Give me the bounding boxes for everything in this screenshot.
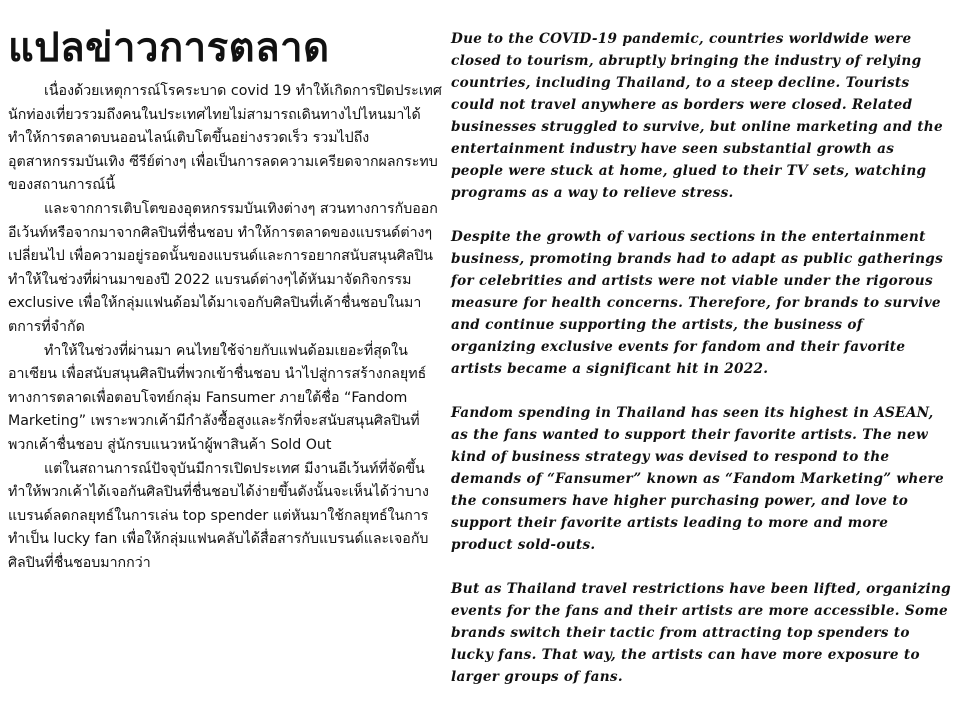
english-paragraph-3: Fandom spending in Thailand has seen its highest in ASEAN, as the fans wanted to support their favorite artists. The new kind of business strategy was devised to respond to the demands of “Fansumer” known as “Fandom Marketing” where the consumers have higher purchasing power, and love to support their favorite artists leading to more and more product sold-outs. — [451, 405, 944, 553]
page-title: แปลข่าวการตลาด — [8, 25, 330, 71]
thai-paragraph-1: เนื่องด้วยเหตุการณ์โรคระบาด covid 19 ทำให้เกิดการปิดประเทศ นักท่องเที่ยวรวมถึงคนในประเทศไทยไม่สามารถเดินทางไปไหนมาได้ ทำให้การตลาดบนออนไลน์เติบโตขึ้นอย่างรวดเร็ว รวมไปถึงอุตสาหกรรมบันเทิง ซีรีย์ต่างๆ เพื่อเป็นการลดความเครียดจากผลกระทบของสถานการณ์นี้ — [8, 83, 442, 194]
english-column — [451, 28, 951, 710]
english-paragraph-4: But as Thailand travel restrictions have been lifted, organizing events for the fans and their artists are more accessible. Some brands switch their tactic from attracting top spenders to lucky fans. That way, the artists can have more exposure to larger groups of fans. — [451, 581, 951, 685]
thai-paragraph-4: แต่ในสถานการณ์ปัจจุบันมีการเปิดประเทศ มีงานอีเว้นท์ที่จัดขึ้นทำให้พวกเค้าได้เจอกันศิลปินที่ชื่นชอบได้ง่ายขึ้นดังนั้นจะเห็นได้ว่าบางแบรนด์ลดกลยุทธ์ในการเล่น top spender แต่หันมาใช้กลยุทธ์ในการทำเป็น lucky fan เพื่อให้กลุ่มแฟนคลับได้สื่อสารกับแบรนด์และเจอกับศิลปินที่ชื่นชอบมากกว่า — [8, 460, 429, 571]
thai-paragraph-2: และจากการเติบโตของอุตหกรรมบันเทิงต่างๆ สวนทางการกับออกอีเว้นท์หรือจากมาจากศิลปินที่ชื่นชอบ ทำให้การตลาดของแบรนด์ต่างๆเปลี่ยนไป เพื่อความอยู่รอดนั้นของแบรนด์และการอยากสนับสนุนศิลปินทำให้ในช่วงที่ผ่านมาของปี 2022 แบรนด์ต่างๆได้หันมาจัดกิจกรรม exclusive เพื่อให้กลุ่มแฟนด้อมได้มาเจอกับศิลปินที่เค้าชื่นชอบในมาตการที่จำกัด — [8, 200, 438, 335]
english-paragraph-2: Despite the growth of various sections in the entertainment business, promoting brands had to adapt as public gatherings for celebrities and artists were not viable under the rigorous measure for health concerns. Therefore, for brands to survive and continue supporting the artists, the business of organizing exclusive events for fandom and their favorite artists became a significant hit in 2022. — [451, 229, 944, 377]
english-paragraph-1: Due to the COVID-19 pandemic, countries worldwide were closed to tourism, abruptly bringing the industry of relying countries, including Thailand, to a steep decline. Tourists could not travel anywhere as borders were closed. Related businesses struggled to survive, but online marketing and the entertainment industry have seen substantial growth as people were stuck at home, glued to their TV sets, watching programs as a way to relieve stress. — [451, 31, 943, 201]
thai-paragraph-3: ทำให้ในช่วงที่ผ่านมา คนไทยใช้จ่ายกับแฟนด้อมเยอะที่สุดในอาเซียน เพื่อสนับสนุนศิลปินที่พวกเข้าชื่นชอบ นำไปสู่การสร้างกลยุทธ์ทางการตลาดเพื่อตอบโจทย์กลุ่ม Fansumer ภายใต้ชื่อ “Fandom Marketing” เพราะพวกเค้ามีกำลังซื้อสูงและรักที่จะสนับสนุนศิลปินที่พวกเค้าชื่นชอบ สู่นักรบแนวหน้าผู้พาสินค้า Sold Out — [8, 342, 427, 453]
thai-column — [8, 22, 444, 575]
